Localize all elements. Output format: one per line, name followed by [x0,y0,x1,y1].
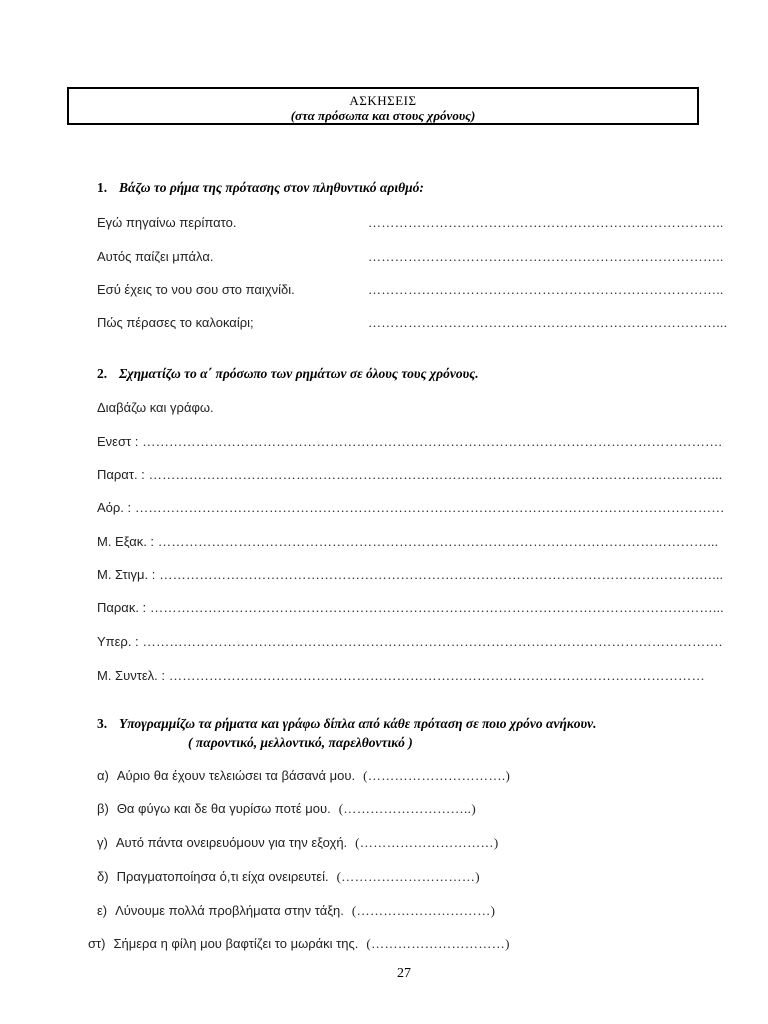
item-label: ε) [97,903,108,918]
exercise-3-heading-text: Υπογραμμίζω τα ρήματα και γράφω δίπλα από κάθε πρόταση σε ποιο χρόνο ανήκουν. [119,716,597,731]
exercise-3-heading [97,716,597,732]
exercise-3-row [97,902,495,920]
tense-answer-blank[interactable]: ………………………………………………………………………………………………………………... [148,467,723,482]
exercise-1-number: 1. [97,180,108,195]
exercise-2-row [97,599,724,617]
exercise-3-sentence: Αυτό πάντα ονειρευόμουν για την εξοχή. [115,835,348,850]
tense-answer-blank[interactable]: …………………………………………………………………………………………………………………. [142,634,723,649]
tense-label: Μ. Στιγμ. : [97,567,156,582]
exercise-1-answer-blank[interactable]: ……………………………………………………………………... [368,315,728,330]
exercise-1-answer-blank[interactable]: …………………………………………………………………….. [368,215,724,230]
exercise-1-sentence: Εγώ πηγαίνω περίπατο. [97,215,237,230]
exercise-3-row [97,800,476,818]
tense-label: Υπερ. : [97,634,139,649]
item-label: γ) [97,835,108,850]
tense-answer-blank[interactable]: ………………………………………………………………………………………………………… [168,668,705,683]
tense-answer-blank[interactable]: (…………………………) [351,903,496,918]
exercise-1-heading [97,180,424,196]
exercise-2-row [97,667,705,685]
exercise-3-sentence: Αύριο θα έχουν τελειώσει τα βάσανά μου. [116,768,356,783]
exercise-3-row [97,834,499,852]
tense-answer-blank[interactable]: (………………………….) [363,768,511,783]
item-label: α) [97,768,109,783]
tense-answer-blank[interactable]: (…………………………) [366,936,510,951]
title-box [67,87,699,125]
item-label: δ) [97,869,109,884]
page-number: 27 [397,966,411,981]
tense-answer-blank[interactable]: ……………………………………………………………………………………………………………... [158,534,719,549]
exercise-2-row [97,566,723,584]
tense-label: Αόρ. : [97,500,132,515]
tense-label: Παρατ. : [97,467,145,482]
exercise-1-sentence: Εσύ έχεις το νου σου στο παιχνίδι. [97,282,295,297]
exercise-2-row [97,466,723,484]
tense-label: Ενεστ : [97,434,139,449]
exercise-3-row [97,767,510,785]
tense-answer-blank[interactable]: …………………………………………………………………………………………………………………… [135,500,725,515]
tense-answer-blank[interactable]: ………………………………………………………………………………………………………….…... [159,567,724,582]
exercise-2-heading-text: Σχηματίζω το α΄ πρόσωπο των ρημάτων σε όλους τους χρόνους. [119,366,479,381]
exercise-1-heading-text: Βάζω το ρήμα της πρότασης στον πληθυντικό αριθμό: [119,180,424,195]
tense-answer-blank[interactable]: (………………………..) [338,801,477,816]
exercise-1-sentence: Πώς πέρασες το καλοκαίρι; [97,315,254,330]
tense-label: Μ. Συντελ. : [97,668,165,683]
tense-answer-blank[interactable]: …………………………………………………………………………………………………………………. [142,434,723,449]
exercise-3-sentence: Λύνουμε πολλά προβλήματα στην τάξη. [115,903,344,918]
page-title: ΑΣΚΗΣΕΙΣ [349,93,417,108]
exercise-3-sentence: Σήμερα η φίλη μου βαφτίζει το μωράκι της. [113,936,359,951]
tense-answer-blank[interactable]: (…………………………) [355,835,499,850]
tense-label: Παρακ. : [97,600,147,615]
tense-answer-blank[interactable]: ………………………………………………………………………………………………………………... [150,600,724,615]
exercise-1-answer-blank[interactable]: …………………………………………………………………….. [368,282,724,297]
exercise-3-row [97,868,480,886]
exercise-3-sentence: Πραγματοποίησα ό,τι είχα ονειρευτεί. [116,869,329,884]
exercise-1-answer-blank[interactable]: …………………………………………………………………….. [368,249,724,264]
exercise-2-heading [97,366,479,382]
exercise-2-prompt: Διαβάζω και γράφω. [97,400,214,415]
exercise-2-row [97,633,723,651]
tense-answer-blank[interactable]: (…………………………) [336,869,481,884]
exercise-1-sentence: Αυτός παίζει μπάλα. [97,249,214,264]
exercise-3-row [88,935,510,953]
exercise-2-row [97,433,722,451]
exercise-3-subheading: ( παροντικό, μελλοντικό, παρελθοντικό ) [188,735,413,750]
exercise-2-row [97,533,718,551]
exercise-2-number: 2. [97,366,108,381]
exercise-2-row [97,499,725,517]
tense-label: Μ. Εξακ. : [97,534,155,549]
exercise-3-sentence: Θα φύγω και δε θα γυρίσω ποτέ μου. [116,801,331,816]
page-subtitle: (στα πρόσωπα και στους χρόνους) [290,108,476,123]
item-label: β) [97,801,109,816]
exercise-3-number: 3. [97,716,108,731]
item-label: στ) [88,936,106,951]
